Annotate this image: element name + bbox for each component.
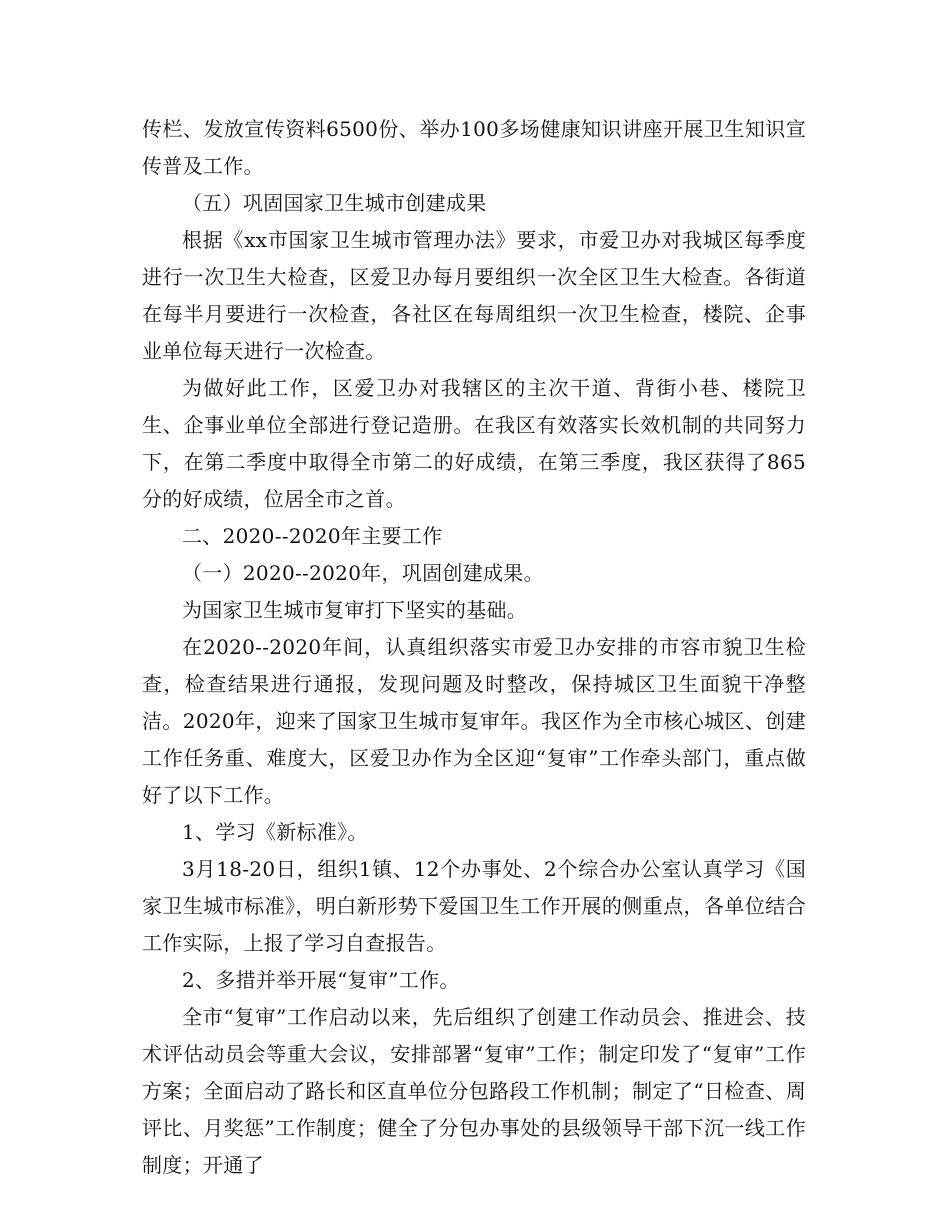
paragraph-registration-results: 为做好此工作，区爱卫办对我辖区的主次干道、背街小巷、楼院卫生、企事业单位全部进行登记造册。在我区有效落实长效机制的共同努力下，在第二季度中取得全市第二的好成绩，在第三季度，我区获得了865分的好成绩，位居全市之首。 — [142, 376, 806, 511]
item-heading-review-measures: 2、多措并举开展“复审”工作。 — [182, 968, 460, 992]
section-heading-consolidate-results: （五）巩固国家卫生城市创建成果 — [182, 191, 487, 215]
paragraph-review-measures: 全市“复审”工作启动以来，先后组织了创建工作动员会、推进会、技术评估动员会等重大会议，安排部署“复审”工作；制定印发了“复审”工作方案；全面启动了路长和区直单位分包路段工作机制；制定了“日检查、周评比、月奖惩”工作制度；健全了分包办事处的县级领导干部下沉一线工作制度；开通了 — [142, 1005, 806, 1177]
paragraph-continued-publicity: 传栏、发放宣传资料6500份、举办100多场健康知识讲座开展卫生知识宣传普及工作。 — [142, 117, 806, 178]
paragraph-inspection-schedule: 根据《xx市国家卫生城市管理办法》要求，市爱卫办对我城区每季度进行一次卫生大检查，区爱卫办每月要组织一次全区卫生大检查。各街道在每半月要进行一次检查，各社区在每周组织一次卫生检查，楼院、企事业单位每天进行一次检查。 — [142, 228, 806, 363]
paragraph-foundation: 为国家卫生城市复审打下坚实的基础。 — [182, 598, 528, 622]
paragraph-review-year: 在2020--2020年间，认真组织落实市爱卫办安排的市容市貌卫生检查，检查结果进行通报，发现问题及时整改，保持城区卫生面貌干净整洁。2020年，迎来了国家卫生城市复审年。我区作为全市核心城区、创建工作任务重、难度大，区爱卫办作为全区迎“复审”工作牵头部门，重点做好了以下工作。 — [142, 635, 806, 807]
subsection-heading-consolidate: （一）2020--2020年，巩固创建成果。 — [182, 561, 544, 585]
document-body — [142, 111, 806, 1184]
item-heading-study-standard: 1、学习《新标准》。 — [182, 820, 368, 844]
paragraph-study-details: 3月18-20日，组织1镇、12个办事处、2个综合办公室认真学习《国家卫生城市标准》，明白新形势下爱国卫生工作开展的侧重点，各单位结合工作实际，上报了学习自查报告。 — [142, 857, 806, 955]
section-heading-main-work: 二、2020--2020年主要工作 — [182, 524, 443, 548]
